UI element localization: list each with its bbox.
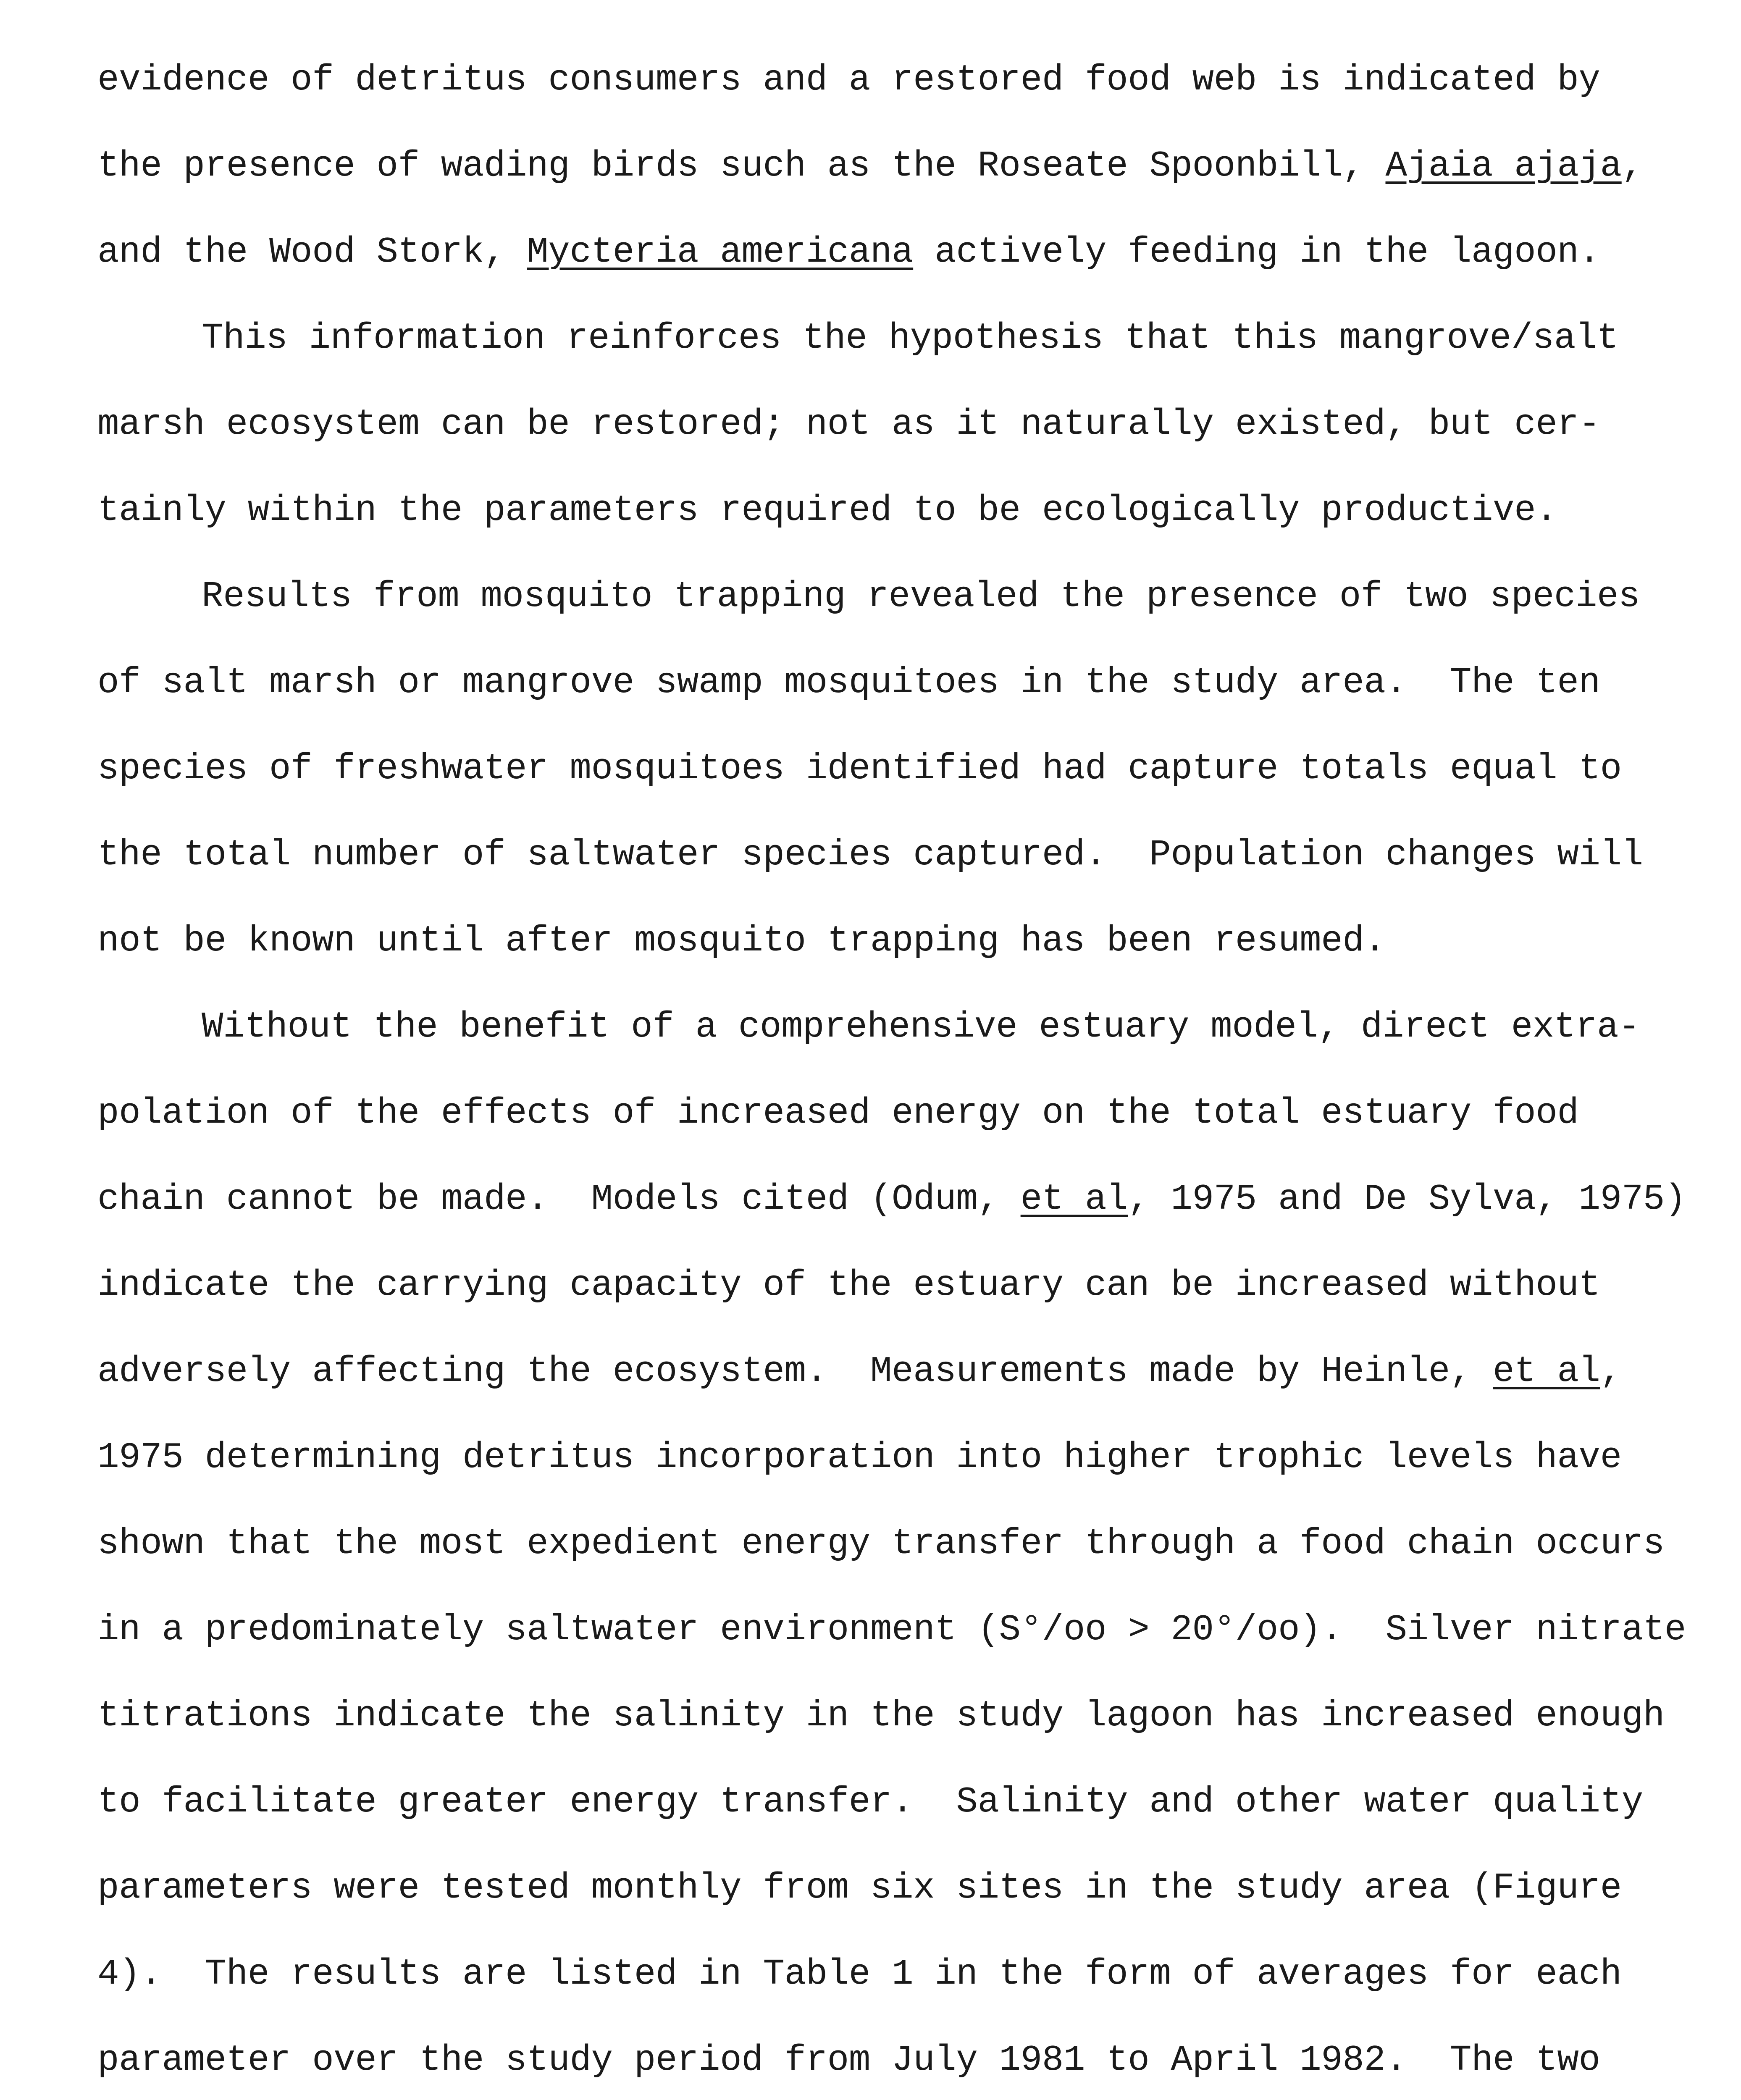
species-name-underlined: Mycteria americana <box>527 231 914 273</box>
text-span: adversely affecting the ecosystem. Measurements made by Heinle, <box>97 1351 1493 1392</box>
species-name-underlined: Ajaia ajaja <box>1385 145 1622 186</box>
text-line: 1975 determining detritus incorporation into higher trophic levels have <box>97 1437 1622 1478</box>
text-span: , 1975 and De Sylva, 1975) <box>1128 1179 1686 1220</box>
text-line: 4). The results are listed in Table 1 in the form of averages for each <box>97 1953 1622 1995</box>
text-line: to facilitate greater energy transfer. Salinity and other water quality <box>97 1781 1643 1822</box>
citation-et-al: et al <box>1493 1351 1600 1392</box>
text-span: and the Wood Stork, <box>97 231 527 273</box>
text-line <box>97 1350 1622 1392</box>
text-line: shown that the most expedient energy transfer through a food chain occurs <box>97 1523 1665 1564</box>
text-line: of salt marsh or mangrove swamp mosquitoes in the study area. The ten <box>97 662 1600 703</box>
text-line: species of freshwater mosquitoes identified had capture totals equal to <box>97 748 1622 789</box>
text-line: parameter over the study period from July 1981 to April 1982. The two <box>97 2040 1600 2081</box>
text-line: This information reinforces the hypothesis that this mangrove/salt <box>202 318 1619 359</box>
text-line <box>97 1178 1686 1220</box>
text-line: polation of the effects of increased energy on the total estuary food <box>97 1092 1579 1134</box>
text-line: evidence of detritus consumers and a restored food web is indicated by <box>97 59 1600 100</box>
text-line: indicate the carrying capacity of the estuary can be increased without <box>97 1265 1600 1306</box>
text-line: marsh ecosystem can be restored; not as it naturally existed, but cer- <box>97 404 1600 445</box>
text-line: Without the benefit of a comprehensive estuary model, direct extra- <box>202 1006 1640 1047</box>
text-span: the presence of wading birds such as the Roseate Spoonbill, <box>97 145 1386 186</box>
text-span: , <box>1621 145 1643 186</box>
text-line: Results from mosquito trapping revealed the presence of two species <box>202 576 1640 617</box>
text-span: actively feeding in the lagoon. <box>913 231 1600 273</box>
text-span: chain cannot be made. Models cited (Odum, <box>97 1179 1021 1220</box>
text-line: not be known until after mosquito trapping has been resumed. <box>97 920 1386 961</box>
text-line: parameters were tested monthly from six sites in the study area (Figure <box>97 1867 1622 1908</box>
text-line: in a predominately saltwater environment (S°/oo > 20°/oo). Silver nitrate <box>97 1609 1686 1650</box>
text-span: , <box>1600 1351 1622 1392</box>
text-line <box>97 231 1600 273</box>
citation-et-al: et al <box>1020 1179 1128 1220</box>
text-line: titrations indicate the salinity in the study lagoon has increased enough <box>97 1695 1665 1736</box>
text-line: tainly within the parameters required to be ecologically productive. <box>97 490 1557 531</box>
text-line: the total number of saltwater species captured. Population changes will <box>97 834 1643 875</box>
text-line <box>97 145 1643 187</box>
